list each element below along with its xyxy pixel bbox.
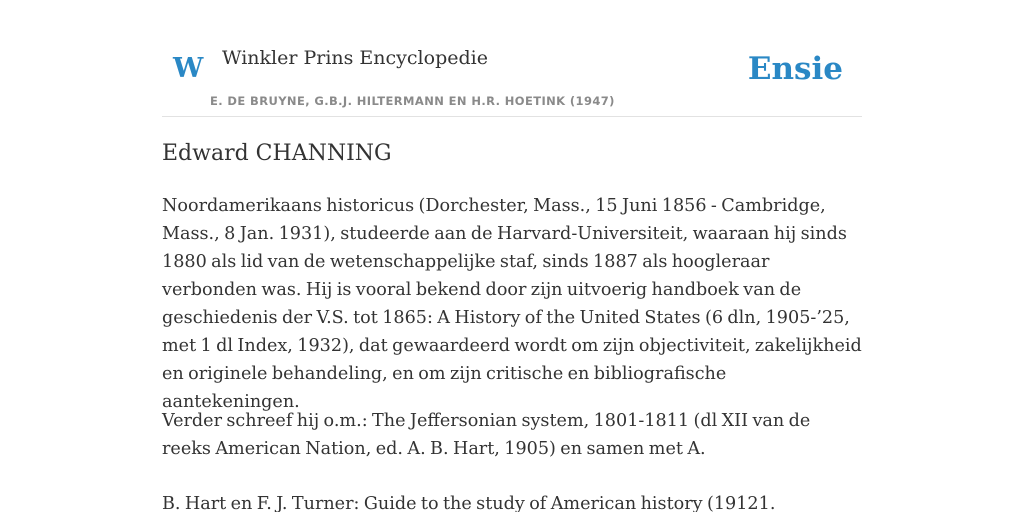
article-paragraph: Noordamerikaans historicus (Dorchester, Mass., 15 Juni 1856 - Cambridge, Mass., 8 Jan. 1931), studeerde aan de Harvard-Universiteit, waaraan hij sinds 1880 als lid van de wetenschappelijke staf, sinds 1887 als hoogleraar verbonden was. Hij is vooral bekend door zijn uitvoerig handboek van de geschiedenis der V.S. tot 1865: A History of the United States (6 dln, 1905-’25, met 1 dl Index, 1932), dat gewaardeerd wordt om zijn objectiviteit, zakelijkheid en originele behandeling, en om zijn critische en bibliografische aantekeningen. <box>162 196 862 412</box>
article-title: Edward CHANNING <box>162 141 392 166</box>
ensie-logo[interactable]: Ensie <box>747 51 843 87</box>
winkler-prins-logo[interactable]: W <box>173 53 204 84</box>
encyclopedia-title[interactable]: Winkler Prins Encyclopedie <box>222 47 488 69</box>
encyclopedia-authors: E. DE BRUYNE, G.B.J. HILTERMANN EN H.R. HOETINK (1947) <box>210 94 615 108</box>
site-header <box>162 0 862 117</box>
article-paragraph: Verder schreef hij o.m.: The Jeffersonian system, 1801-1811 (dl XII van de reeks American Nation, ed. A. B. Hart, 1905) en samen met A. <box>162 411 811 459</box>
article-paragraph: B. Hart en F. J. Turner: Guide to the study of American history (19121. <box>162 494 776 512</box>
